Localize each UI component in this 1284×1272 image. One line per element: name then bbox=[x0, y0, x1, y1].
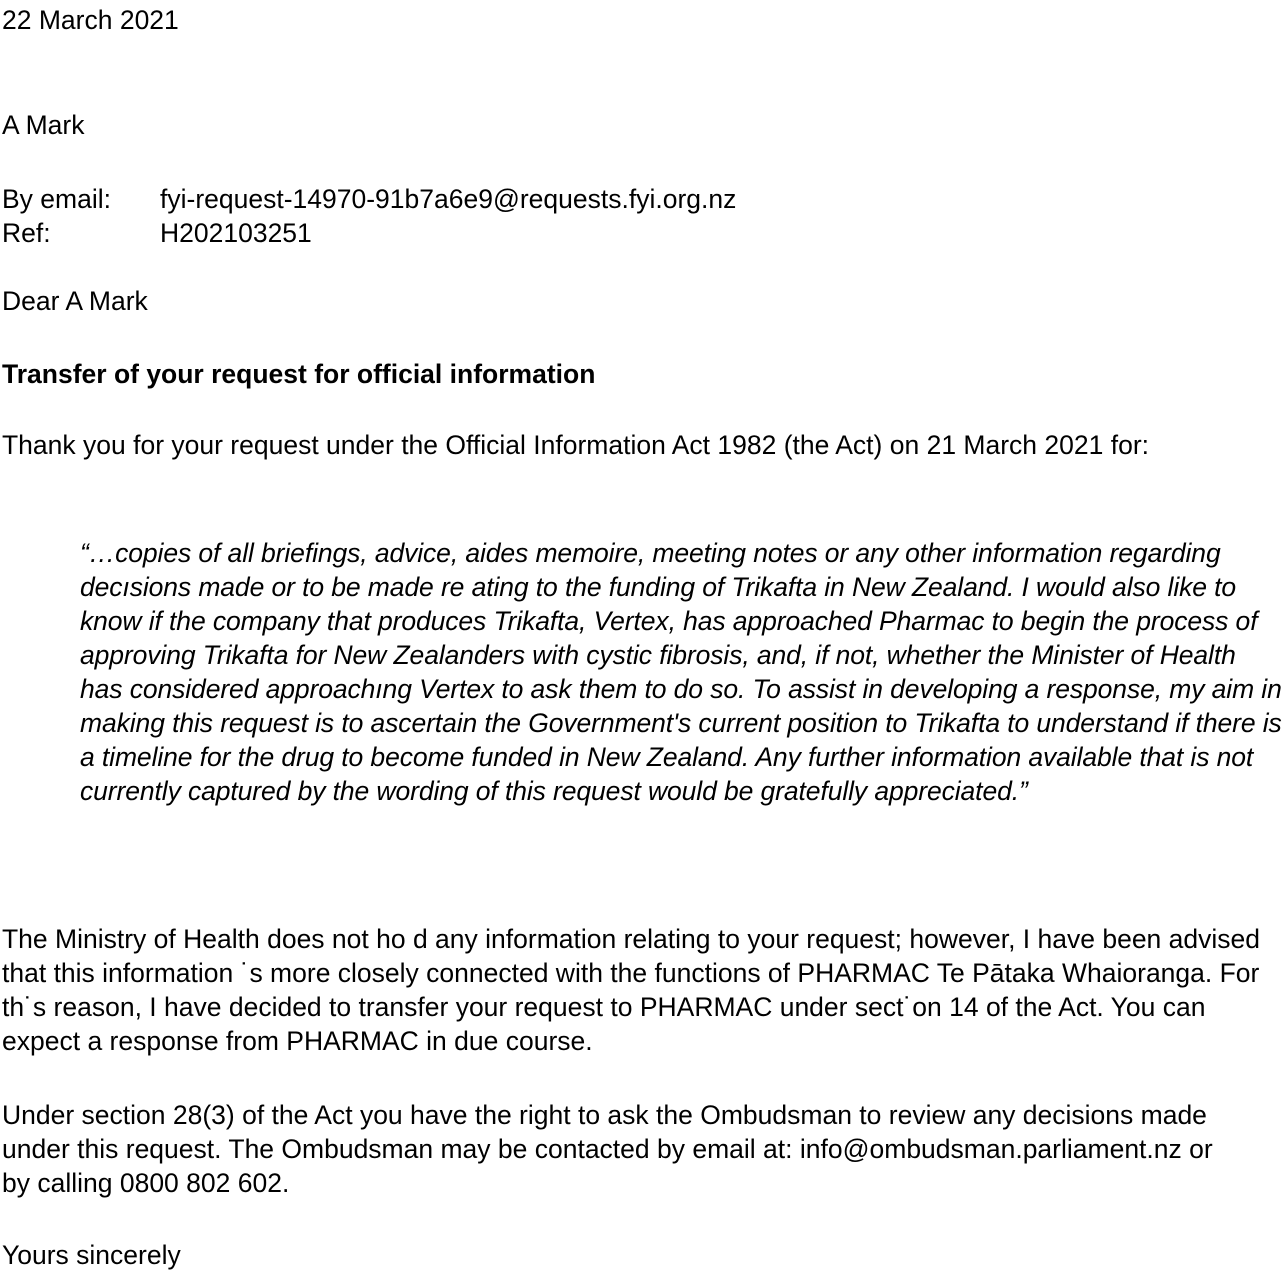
subject-heading: Transfer of your request for official information bbox=[2, 359, 596, 389]
ref-number: H202103251 bbox=[160, 218, 312, 248]
ref-label: Ref: bbox=[2, 218, 51, 248]
email-label: By email: bbox=[2, 184, 111, 214]
email-address: fyi-request-14970-91b7a6e9@requests.fyi.org.nz bbox=[160, 184, 737, 214]
addressee-name: A Mark bbox=[2, 110, 85, 140]
reference-block bbox=[2, 182, 736, 250]
ombudsman-paragraph: Under section 28(3) of the Act you have the right to ask the Ombudsman to review any decisions made under this request. The Ombudsman may be contacted by email at: info@ombudsman.parliament.nz or by calling 0800 802 602. bbox=[2, 1100, 1213, 1198]
letter-date: 22 March 2021 bbox=[2, 5, 179, 35]
request-quote: “…copies of all briefings, advice, aides memoire, meeting notes or any other information regarding decısions made or to be made re ating to the funding of Trikafta in New Zealand. I would also like to know if the company that produces Trikafta, Vertex, has approached Pharmac to begin the process of approving Trikafta for New Zealanders with cystic fibrosis, and, if not, whether the Minister of Health has considered approachıng Vertex to ask them to do so. To assist in developing a response, my aim in making this request is to ascertain the Government's current position to Trikafta to understand if there is a timeline for the drug to become funded in New Zealand. Any further information available that is not currently captured by the wording of this request would be gratefully appreciated.” bbox=[80, 538, 1282, 806]
transfer-paragraph: The Ministry of Health does not ho d any information relating to your request; however, I have been advised that this information ˙s more closely connected with the functions of PHARMAC Te Pātaka Whaioranga. For th˙s reason, I have decided to transfer your request to PHARMAC under sect˙on 14 of the Act. You can expect a response from PHARMAC in due course. bbox=[2, 924, 1260, 1056]
salutation: Dear A Mark bbox=[2, 286, 148, 316]
ref-row bbox=[2, 216, 736, 250]
email-row bbox=[2, 182, 736, 216]
closing-line: Yours sincerely bbox=[2, 1240, 181, 1270]
intro-paragraph: Thank you for your request under the Official Information Act 1982 (the Act) on 21 March 2021 for: bbox=[2, 430, 1150, 460]
